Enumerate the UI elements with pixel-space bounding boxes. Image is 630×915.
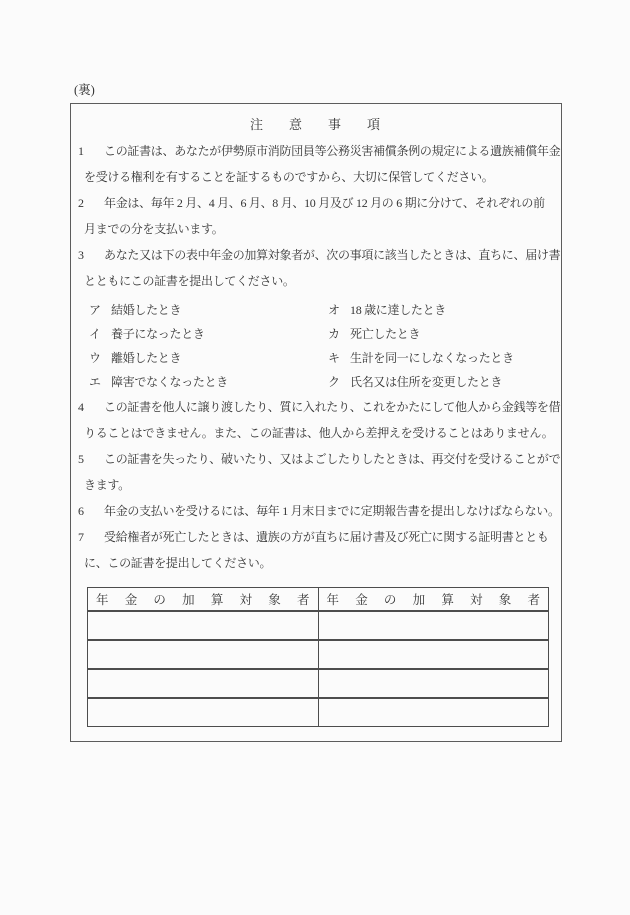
condition-text: 生計を同一にしなくなったとき [350,351,514,365]
notice-item-4-line-1 [78,394,561,420]
condition-kana: ク [328,375,340,389]
notice-item-1-line-2 [78,164,552,190]
table-header-right: 年金の加算対象者 [318,588,549,612]
condition-list [78,298,552,394]
table-row [88,698,549,727]
item-number: 7 [78,530,84,544]
table-cell-empty [88,669,319,698]
condition-text: 離婚したとき [111,351,182,365]
table-cell-empty [318,611,549,640]
item-text: この証書は、あなたが伊勢原市消防団員等公務災害補償条例の規定による遺族補償年金 [104,144,561,158]
table-cell-empty [318,640,549,669]
condition-list-row-4 [89,370,552,394]
notice-item-7-line-1 [78,524,552,550]
item-number: 3 [78,248,84,262]
condition-text: 結婚したとき [111,303,182,317]
condition-kana: ア [89,303,101,317]
notice-item-2-line-2 [78,216,552,242]
item-number: 2 [78,196,84,210]
notice-item-5-line-2 [78,472,552,498]
notice-item-3-line-1 [78,242,561,268]
condition-left [89,322,328,346]
notice-box [70,103,562,742]
item-text: 受給権者が死亡したときは、遺族の方が直ちに届け書及び死亡に関する証明書ととも [104,530,549,544]
item-text: に、この証書を提出してください。 [84,556,272,570]
item-text: きます。 [84,478,130,492]
condition-kana: キ [328,351,340,365]
condition-left [89,346,328,370]
condition-kana: エ [89,375,101,389]
condition-text: 養子になったとき [111,327,205,341]
item-text: 年金の支払いを受けるには、毎年 1 月末日までに定期報告書を提出しなけばならない。 [104,504,560,518]
notice-item-5-line-1 [78,446,561,472]
condition-list-row-1 [89,298,552,322]
notice-item-7-line-2 [78,550,552,576]
page-side-label: (裏) [74,83,95,97]
table-cell-empty [88,698,319,727]
table-cell-empty [318,669,549,698]
notice-item-4-line-2 [78,420,552,446]
notice-item-3-line-2 [78,268,552,294]
table-cell-empty [88,640,319,669]
notice-item-1-line-1 [78,138,561,164]
table-cell-empty [88,611,319,640]
item-number: 4 [78,400,84,414]
item-number: 6 [78,504,84,518]
condition-text: 18 歳に達したとき [350,303,447,317]
condition-list-row-3 [89,346,552,370]
item-text: 年金は、毎年 2 月、4 月、6 月、8 月、10 月及び 12 月の 6 期に分けて、それぞれの前 [104,196,545,210]
condition-text: 障害でなくなったとき [111,375,229,389]
item-number: 1 [78,144,84,158]
notice-item-6-line-1 [78,498,560,524]
item-text: とともにこの証書を提出してください。 [84,274,295,288]
item-text: を受ける権利を有することを証するものですから、大切に保管してください。 [84,170,494,184]
pension-addition-table [87,587,549,727]
item-text: この証書を失ったり、破いたり、又はよごしたりしたときは、再交付を受けることがで [104,452,561,466]
condition-text: 氏名又は住所を変更したとき [350,375,503,389]
condition-kana: ウ [89,351,101,365]
notice-item-2-line-1 [78,190,552,216]
notice-title: 注意事項 [249,117,406,132]
item-number: 5 [78,452,84,466]
item-text: りることはできません。また、この証書は、他人から差押えを受けることはありません。 [84,426,554,440]
condition-list-row-2 [89,322,552,346]
condition-left [89,370,328,394]
condition-kana: カ [328,327,340,341]
table-row [88,640,549,669]
table-header-left: 年金の加算対象者 [88,588,319,612]
item-text: 月までの分を支払います。 [84,222,224,236]
table-row [88,669,549,698]
item-text: あなた又は下の表中年金の加算対象者が、次の事項に該当したときは、直ちに、届け書 [104,248,561,262]
condition-left [89,298,328,322]
table-header-row [88,588,549,612]
condition-kana: オ [328,303,340,317]
item-text: この証書を他人に譲り渡したり、質に入れたり、これをかたにして他人から金銭等を借 [104,400,561,414]
condition-kana: イ [89,327,101,341]
table-row [88,611,549,640]
table-cell-empty [318,698,549,727]
condition-text: 死亡したとき [350,327,421,341]
